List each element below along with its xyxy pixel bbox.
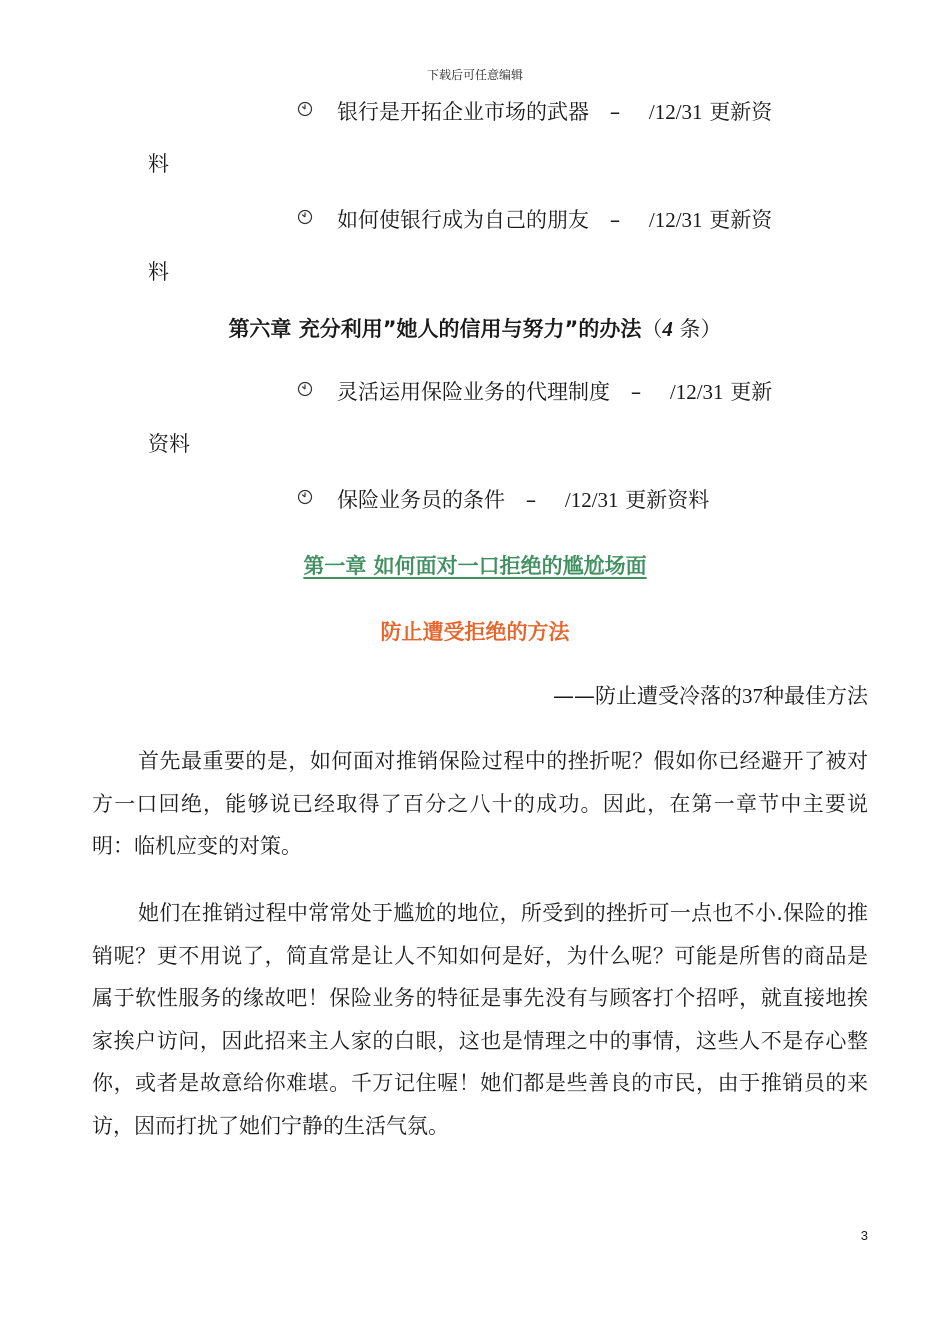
toc-item-update: 更新资料 bbox=[625, 488, 710, 512]
toc-item[interactable] bbox=[92, 194, 868, 298]
toc-item-update: 更新资 bbox=[709, 100, 773, 124]
toc-item-title: 灵活运用保险业务的代理制度 bbox=[337, 380, 610, 404]
toc-item-tail: 料 bbox=[148, 152, 169, 176]
toc-item-date: /12/31 bbox=[669, 380, 724, 404]
toc-item-date: /12/31 bbox=[648, 208, 703, 232]
subtitle-num: 37 bbox=[742, 684, 763, 708]
chapter6-count-close: 条） bbox=[672, 317, 722, 341]
toc-item-sep: – bbox=[525, 488, 537, 512]
toc-item-update: 更新 bbox=[730, 380, 773, 404]
page-number: 3 bbox=[860, 1228, 868, 1243]
body-paragraph: 首先最重要的是，如何面对推销保险过程中的挫折呢？假如你已经避开了被对方一口回绝，能够说已经取得了百分之八十的成功。因此，在第一章节中主要说明：临机应变的对策。 bbox=[92, 749, 868, 858]
toc-item[interactable] bbox=[92, 474, 868, 526]
page-header: 下载后可任意编辑 bbox=[426, 68, 523, 82]
chapter6-count-open: （ bbox=[641, 317, 663, 341]
clock-icon bbox=[297, 381, 313, 397]
clock-icon bbox=[297, 209, 313, 225]
toc-item-date: /12/31 bbox=[648, 100, 703, 124]
toc-item-title: 如何使银行成为自己的朋友 bbox=[337, 208, 589, 232]
section-subtitle bbox=[553, 674, 868, 718]
chapter6-count-num: 4 bbox=[662, 317, 673, 341]
subtitle-prefix: ——防止遭受冷落的 bbox=[553, 684, 742, 708]
clock-icon bbox=[297, 101, 313, 117]
toc-item-sep: – bbox=[609, 208, 621, 232]
chapter6-title: 第六章 充分利用”她人的信用与努力”的办法 bbox=[228, 317, 642, 341]
toc-item[interactable] bbox=[92, 366, 868, 470]
clock-icon bbox=[297, 489, 313, 505]
toc-item-tail: 料 bbox=[148, 260, 169, 284]
section-title: 防止遭受拒绝的方法 bbox=[380, 620, 570, 644]
chapter6-heading bbox=[0, 304, 950, 354]
body-paragraph: 她们在推销过程中常常处于尴尬的地位，所受到的挫折可一点也不小.保险的推销呢？更不用说了，简直常是让人不知如何是好，为什么呢？可能是所售的商品是属于软性服务的缘故吧！保险业务的特征是事先没有与顾客打个招呼，就直接地挨家挨户访问，因此招来主人家的白眼，这也是情理之中的事情，这些人不是存心整你，或者是故意给你难堪。千万记住喔！她们都是些善良的市民，由于推销员的来访，因而打扰了她们宁静的生活气氛。 bbox=[92, 901, 868, 1138]
toc-item-date: /12/31 bbox=[564, 488, 619, 512]
chapter6-count bbox=[641, 317, 721, 341]
toc-item-title: 银行是开拓企业市场的武器 bbox=[337, 100, 589, 124]
chapter1-link[interactable]: 第一章 如何面对一口拒绝的尴尬场面 bbox=[303, 554, 647, 578]
subtitle-suffix: 种最佳方法 bbox=[763, 684, 868, 708]
toc-item-update: 更新资 bbox=[709, 208, 773, 232]
toc-item[interactable] bbox=[92, 86, 868, 190]
toc-item-title: 保险业务员的条件 bbox=[337, 488, 505, 512]
toc-item-tail: 资料 bbox=[148, 432, 190, 456]
toc-item-sep: – bbox=[630, 380, 642, 404]
toc-item-sep: – bbox=[609, 100, 621, 124]
